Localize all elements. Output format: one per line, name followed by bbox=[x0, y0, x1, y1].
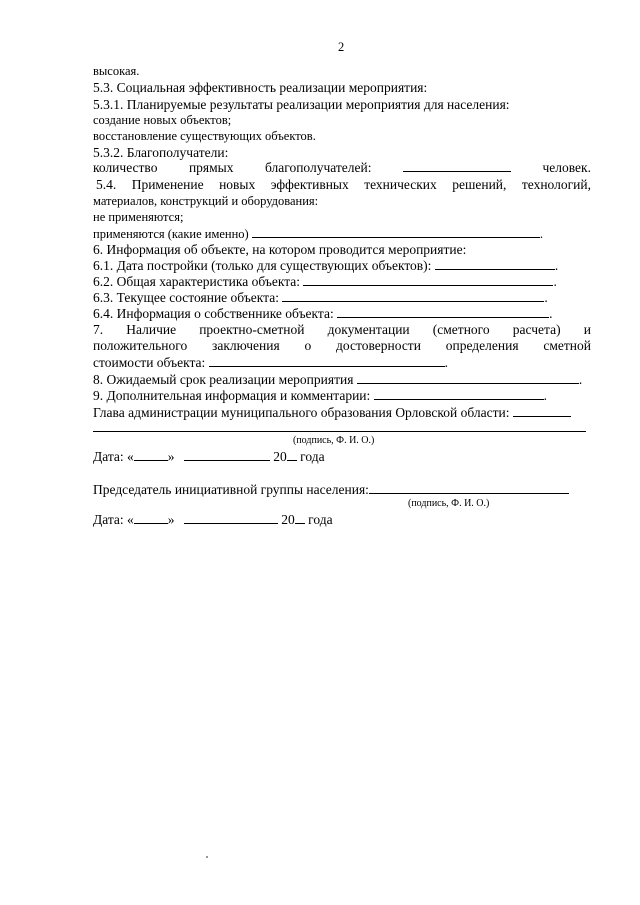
month-field[interactable] bbox=[184, 512, 278, 524]
section-9-row: 9. Дополнительная информация и комментарии: . bbox=[93, 388, 548, 403]
word: человек. bbox=[542, 160, 591, 175]
word: количество bbox=[93, 160, 158, 175]
word: документации bbox=[327, 322, 410, 337]
text-materials: материалов, конструкций и оборудования: bbox=[93, 194, 319, 208]
head-admin-label: Глава администрации муниципального образования Орловской области: bbox=[93, 405, 510, 420]
text-new-objects: создание новых объектов; bbox=[93, 113, 232, 127]
section-8-row: 8. Ожидаемый срок реализации мероприятия . bbox=[93, 372, 583, 387]
month-field[interactable] bbox=[184, 449, 270, 461]
head-admin-row bbox=[93, 405, 571, 421]
year-field[interactable] bbox=[287, 449, 297, 461]
beneficiaries-count-row bbox=[93, 160, 591, 176]
chairman-label: Председатель инициативной группы населения: bbox=[93, 482, 369, 497]
scan-speck bbox=[206, 856, 208, 858]
word: 5.4. bbox=[96, 177, 117, 192]
head-admin-field[interactable] bbox=[513, 405, 571, 417]
section-5-3-2: 5.3.2. Благополучатели: bbox=[93, 145, 229, 160]
applied-row: применяются (какие именно) . bbox=[93, 227, 543, 241]
date-row-1: Дата: « » 20 года bbox=[93, 449, 325, 464]
word: сметной bbox=[543, 338, 591, 353]
day-field[interactable] bbox=[134, 512, 168, 524]
owner-info-field[interactable] bbox=[337, 306, 549, 318]
word: и bbox=[583, 322, 591, 337]
section-6-4-label: 6.4. Информация о собственнике объекта: bbox=[93, 306, 334, 321]
word: Применение bbox=[131, 177, 204, 192]
section-8-label: 8. Ожидаемый срок реализации мероприятия bbox=[93, 372, 354, 387]
estimate-cost-label: стоимости объекта: bbox=[93, 355, 206, 370]
current-state-field[interactable] bbox=[282, 290, 544, 302]
page-number: 2 bbox=[338, 40, 345, 54]
word: (сметного bbox=[432, 322, 490, 337]
section-7-row bbox=[93, 322, 591, 338]
characteristics-field[interactable] bbox=[303, 274, 553, 286]
word: технологий, bbox=[521, 177, 591, 192]
word: технических bbox=[364, 177, 437, 192]
implementation-period-field[interactable] bbox=[357, 372, 579, 384]
date-row-2: Дата: « » 20 года bbox=[93, 512, 333, 527]
word: благополучателей: bbox=[264, 160, 372, 175]
section-5-3-1: 5.3.1. Планируемые результаты реализации мероприятия для населения: bbox=[93, 97, 510, 112]
applied-label: применяются (какие именно) bbox=[93, 227, 249, 241]
build-date-field[interactable] bbox=[435, 258, 555, 270]
applied-field[interactable] bbox=[252, 226, 540, 238]
word: прямых bbox=[188, 160, 234, 175]
beneficiaries-field[interactable] bbox=[403, 160, 511, 172]
section-5-3: 5.3. Социальная эффективность реализации мероприятия: bbox=[93, 80, 428, 95]
additional-info-field[interactable] bbox=[374, 388, 544, 400]
section-6-3-label: 6.3. Текущее состояние объекта: bbox=[93, 290, 279, 305]
word: эффективных bbox=[270, 177, 349, 192]
section-6-2-label: 6.2. Общая характеристика объекта: bbox=[93, 274, 301, 289]
signature-caption-2: (подпись, Ф. И. О.) bbox=[408, 498, 490, 509]
section-6-2-row: 6.2. Общая характеристика объекта: . bbox=[93, 274, 557, 289]
word: Наличие bbox=[126, 322, 177, 337]
word: заключения bbox=[212, 338, 280, 353]
signature-caption: (подпись, Ф. И. О.) bbox=[293, 435, 375, 446]
chairman-row bbox=[93, 482, 569, 498]
year-field[interactable] bbox=[295, 512, 305, 524]
word: о bbox=[304, 338, 312, 353]
word: достоверности bbox=[336, 338, 421, 353]
section-5-4-row bbox=[96, 177, 591, 193]
text-restore-objects: восстановление существующих объектов. bbox=[93, 129, 316, 143]
text-not-applied: не применяются; bbox=[93, 210, 184, 224]
section-6-1-row: 6.1. Дата постройки (только для существующих объектов): . bbox=[93, 258, 559, 273]
head-signature-line[interactable] bbox=[93, 431, 586, 432]
section-9-label: 9. Дополнительная информация и комментарии: bbox=[93, 388, 371, 403]
section-6-4-row: 6.4. Информация о собственнике объекта: . bbox=[93, 306, 553, 321]
word: решений, bbox=[452, 177, 507, 192]
chairman-signature-field[interactable] bbox=[369, 482, 569, 494]
word: 7. bbox=[93, 322, 104, 337]
estimate-cost-field[interactable] bbox=[209, 355, 445, 367]
word: новых bbox=[219, 177, 256, 192]
section-6-3-row: 6.3. Текущее состояние объекта: . bbox=[93, 290, 548, 305]
section-7-row-3: стоимости объекта: . bbox=[93, 355, 449, 370]
section-7-row-2 bbox=[93, 338, 591, 354]
section-6-1-label: 6.1. Дата постройки (только для существующих объектов): bbox=[93, 258, 432, 273]
word: определения bbox=[445, 338, 519, 353]
section-6: 6. Информация об объекте, на котором проводится мероприятие: bbox=[93, 242, 467, 257]
word: проектно-сметной bbox=[199, 322, 305, 337]
day-field[interactable] bbox=[134, 449, 168, 461]
text-line-vysokaya: высокая. bbox=[93, 64, 140, 78]
word: расчета) bbox=[512, 322, 561, 337]
word: положительного bbox=[93, 338, 188, 353]
